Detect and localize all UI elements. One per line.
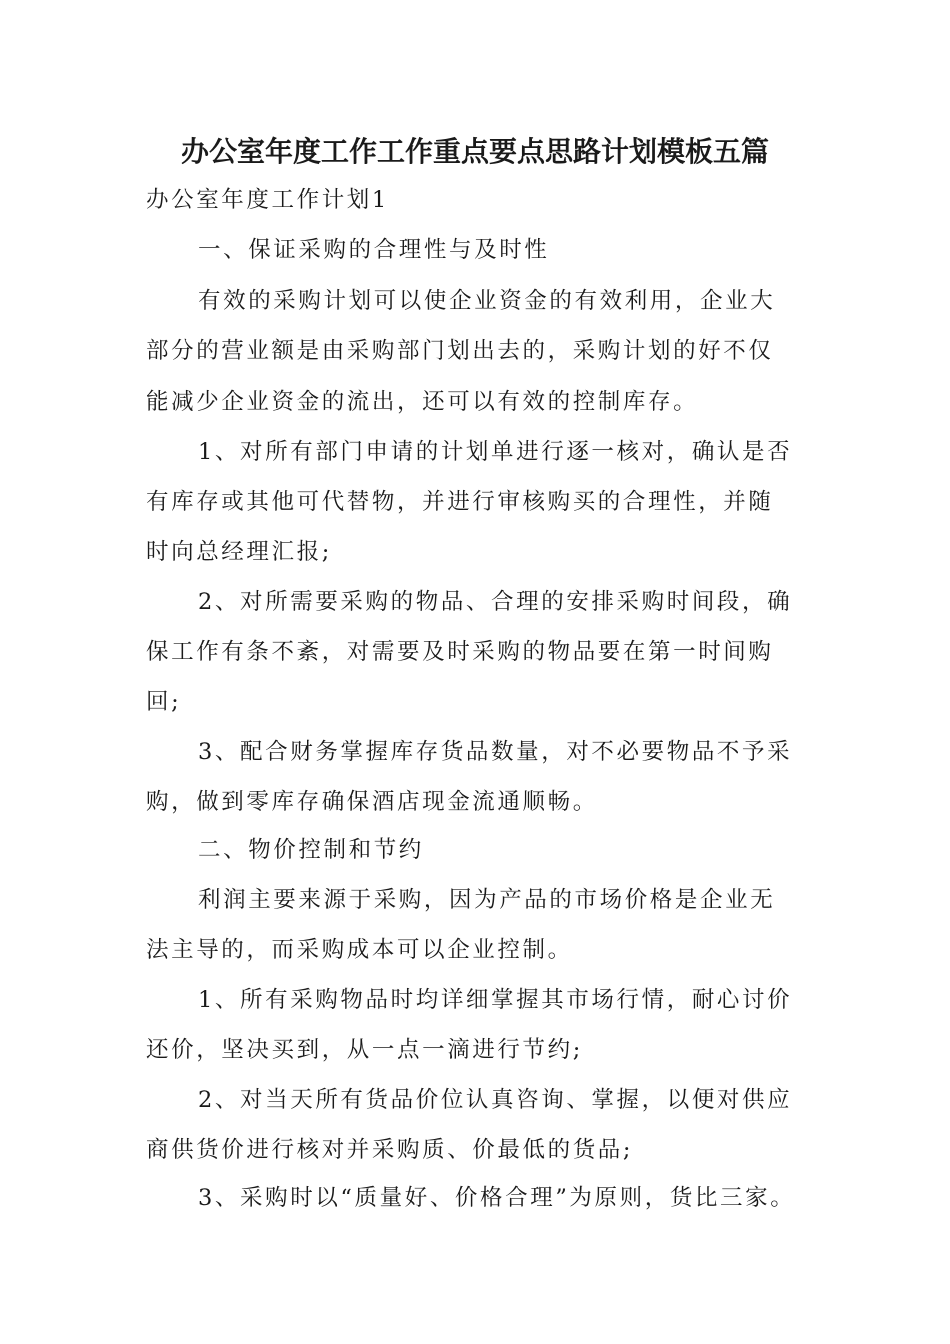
- paragraph-line: 部分的营业额是由采购部门划出去的，采购计划的好不仅: [146, 338, 774, 364]
- paragraph-line: 能减少企业资金的流出，还可以有效的控制库存。: [146, 389, 699, 415]
- document-title: 办公室年度工作工作重点要点思路计划模板五篇: [180, 135, 769, 168]
- section-heading-1: 一、保证采购的合理性与及时性: [198, 237, 550, 263]
- paragraph-line: 1、所有采购物品时均详细掌握其市场行情，耐心讨价: [198, 987, 793, 1013]
- paragraph-line: 回;: [146, 689, 182, 715]
- paragraph-line: 时向总经理汇报;: [146, 539, 332, 565]
- paragraph-line: 利润主要来源于采购，因为产品的市场价格是企业无: [198, 887, 776, 913]
- paragraph-line: 购，做到零库存确保酒店现金流通顺畅。: [146, 789, 598, 815]
- paragraph-line: 商供货价进行核对并采购质、价最低的货品;: [146, 1137, 634, 1163]
- section-heading-2: 二、物价控制和节约: [198, 837, 424, 863]
- paragraph-line: 法主导的，而采购成本可以企业控制。: [146, 937, 573, 963]
- plan-heading: 办公室年度工作计划1: [146, 187, 389, 213]
- paragraph-line: 有效的采购计划可以使企业资金的有效利用，企业大: [198, 288, 776, 314]
- paragraph-line: 2、对当天所有货品价位认真咨询、掌握，以便对供应: [198, 1087, 793, 1113]
- paragraph-line: 有库存或其他可代替物，并进行审核购买的合理性，并随: [146, 489, 774, 515]
- paragraph-line: 3、配合财务掌握库存货品数量，对不必要物品不予采: [198, 739, 793, 765]
- paragraph-line: 2、对所需要采购的物品、合理的安排采购时间段，确: [198, 589, 793, 615]
- paragraph-line: 1、对所有部门申请的计划单进行逐一核对，确认是否: [198, 439, 793, 465]
- paragraph-line: 还价，坚决买到，从一点一滴进行节约;: [146, 1037, 583, 1063]
- paragraph-line: 保工作有条不紊，对需要及时采购的物品要在第一时间购: [146, 639, 774, 665]
- paragraph-line: 3、采购时以“质量好、价格合理”为原则，货比三家。: [198, 1185, 796, 1211]
